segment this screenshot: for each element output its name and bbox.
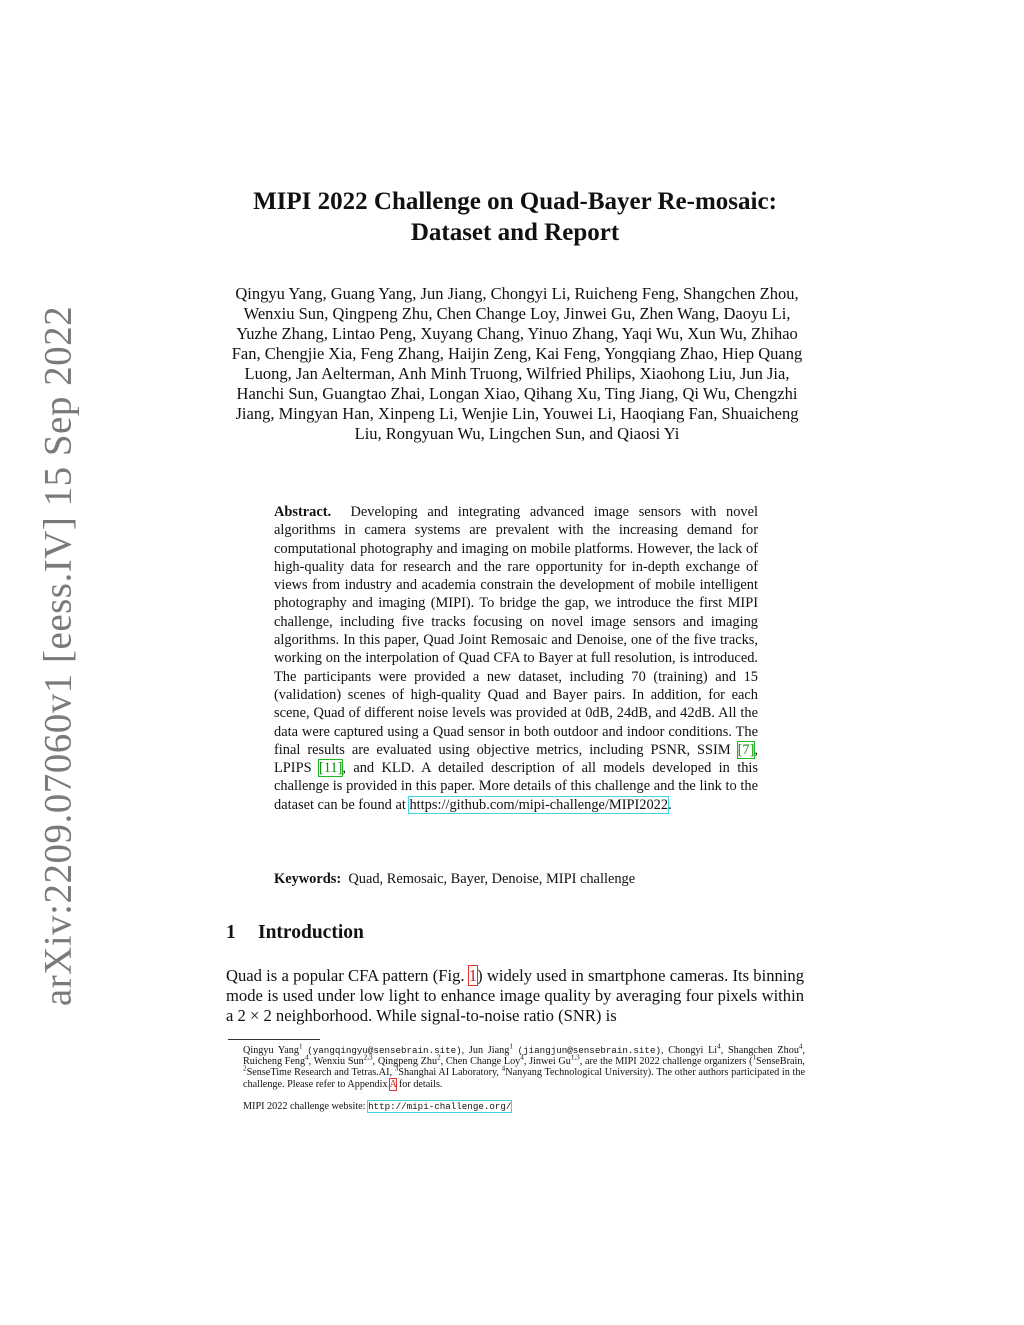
citation-link-11[interactable]: [11] bbox=[318, 760, 343, 777]
fn-sup: 4 bbox=[305, 1053, 309, 1062]
fn-sup: 2 bbox=[437, 1053, 441, 1062]
appendix-link[interactable]: A bbox=[389, 1078, 397, 1090]
citation-link-7[interactable]: [7] bbox=[737, 741, 755, 758]
abstract bbox=[274, 503, 758, 814]
figure-link-1[interactable]: 1 bbox=[468, 966, 478, 985]
fn-name: , Jun Jiang bbox=[461, 1045, 510, 1056]
fn-sup: 1 bbox=[752, 1053, 757, 1062]
intro-text-a: Quad is a popular CFA pattern (Fig. bbox=[226, 966, 465, 985]
fn-name: , Qingpeng Zhu bbox=[372, 1056, 438, 1068]
fn-name: , Chongyi Li bbox=[660, 1045, 718, 1056]
title-line-1: MIPI 2022 Challenge on Quad-Bayer Re-mosaic: bbox=[253, 188, 777, 215]
fn-sup: 1 bbox=[298, 1042, 303, 1051]
fn-text: for details. bbox=[398, 1078, 443, 1090]
fn-text: , are the MIPI 2022 challenge organizers ( bbox=[579, 1056, 753, 1068]
fn-text: SenseTime Research and Tetras.AI, bbox=[246, 1067, 395, 1079]
fn-name: , Wenxiu Sun bbox=[308, 1056, 364, 1068]
intro-paragraph bbox=[226, 966, 804, 1027]
keywords bbox=[274, 870, 758, 888]
abstract-label: Abstract. bbox=[274, 504, 332, 520]
abstract-text-c: , and KLD. A detailed description of all models developed in this challenge is provided in this paper. More details of this challenge and the link to the dataset can be found at bbox=[274, 760, 758, 813]
intro-text-b: ) widely used in smartphone cameras. Its binning mode is used under low light to enhance image quality by averaging four pixels within a 2 × 2 neighborhood. While signal-to-noise ratio (SNR) is bbox=[226, 966, 804, 1026]
fn-sup: 4 bbox=[520, 1053, 524, 1062]
abstract-text-b: , LPIPS bbox=[274, 741, 758, 777]
section-title: Introduction bbox=[258, 922, 364, 943]
website-link[interactable]: http://mipi-challenge.org/ bbox=[368, 1101, 512, 1112]
author-list: Qingyu Yang, Guang Yang, Jun Jiang, Chongyi Li, Ruicheng Feng, Shangchen Zhou, Wenxiu Sun, Qingpeng Zhu, Chen Change Loy, Jinwei Gu, Zhen Wang, Daoyu Li, Yuzhe Zhang, Lintao Peng, Xuyang Chang, Yinuo Zhang, Yaqi Wu, Xun Wu, Zhihao Fan, Chengjie Xia, Feng Zhang, Haijin Zeng, Kai Feng, Yongqiang Zhao, Hiep Quang Luong, Jan Aelterman, Anh Minh Truong, Wilfried Philips, Xiaohong Liu, Jun Jia, Hanchi Sun, Guangtao Zhai, Longan Xiao, Qihang Xu, Ting Jiang, Qi Wu, Chengzhi Jiang, Mingyan Han, Xinpeng Li, Wenjie Lin, Youwei Li, Haoqiang Fan, Shuaicheng Liu, Rongyuan Wu, Lingchen Sun, and Qiaosi Yi bbox=[231, 284, 803, 443]
fn-sup: 4 bbox=[717, 1042, 721, 1051]
fn-text: Nanyang Technological University). The other authors participated in the challenge. Please refer to Appendix bbox=[243, 1067, 805, 1090]
arxiv-identifier: arXiv:2209.07060v1 [eess.IV] 15 Sep 2022 bbox=[36, 305, 80, 1007]
fn-email: (yangqingyu@sensebrain.site) bbox=[307, 1045, 462, 1056]
abstract-text-a: Developing and integrating advanced image sensors with novel algorithms in camera systems are prevalent with the increasing demand for computational photography and imaging on mobile platforms. However, the lack of high-quality data for research and the rare opportunity for in-depth exchange of views from industry and academia constrain the development of mobile intelligent photography and imaging (MIPI). To bridge the gap, we introduce the first MIPI challenge, including five tracks focusing on novel image sensors and imaging algorithms. In this paper, Quad Joint Remosaic and Denoise, one of the five tracks, working on the interpolation of Quad CFA to Bayer at full resolution, is introduced. The participants were provided a new dataset, including 70 (training) and 15 (validation) scenes of high-quality Quad and Bayer pairs. In addition, for each scene, Quad of different noise levels was provided at 0dB, 24dB, and 42dB. All the data were captured using a Quad sensor in both outdoor and indoor conditions. The final results are evaluated using objective metrics, including PSNR, SSIM bbox=[274, 504, 758, 758]
fn-sup: 3 bbox=[394, 1065, 399, 1074]
fn-text: Shanghai AI Laboratory, bbox=[398, 1067, 502, 1079]
fn-sup: 1 bbox=[509, 1042, 513, 1051]
fn-name: , Ruicheng Feng bbox=[243, 1045, 806, 1068]
section-number: 1 bbox=[226, 922, 236, 943]
fn-name: , Chen Change Loy bbox=[440, 1056, 521, 1068]
website-label: MIPI 2022 challenge website: bbox=[243, 1101, 366, 1112]
keywords-text: Quad, Remosaic, Bayer, Denoise, MIPI challenge bbox=[348, 871, 636, 887]
fn-text: SenseBrain, bbox=[756, 1056, 805, 1068]
fn-name: , Jinwei Gu bbox=[523, 1056, 571, 1068]
github-link[interactable]: https://github.com/mipi-challenge/MIPI2022 bbox=[409, 796, 669, 813]
fn-sup: 2,3 bbox=[363, 1053, 373, 1062]
website-footnote bbox=[243, 1101, 511, 1113]
paper-title bbox=[210, 186, 820, 248]
fn-sup: 1,3 bbox=[570, 1053, 580, 1062]
footnote-rule bbox=[228, 1039, 320, 1040]
fn-sup: 4 bbox=[501, 1065, 506, 1074]
organizers-footnote bbox=[243, 1042, 806, 1090]
fn-sup: 4 bbox=[798, 1042, 803, 1051]
fn-sup: 2 bbox=[243, 1065, 247, 1074]
fn-name: , Shangchen Zhou bbox=[720, 1045, 799, 1056]
section-heading bbox=[226, 922, 364, 944]
title-line-2: Dataset and Report bbox=[410, 219, 620, 246]
keywords-label: Keywords: bbox=[274, 871, 342, 887]
abstract-text-d: . bbox=[668, 796, 672, 813]
fn-name: Qingyu Yang bbox=[243, 1045, 299, 1056]
fn-email: (jiangjun@sensebrain.site) bbox=[517, 1045, 661, 1056]
